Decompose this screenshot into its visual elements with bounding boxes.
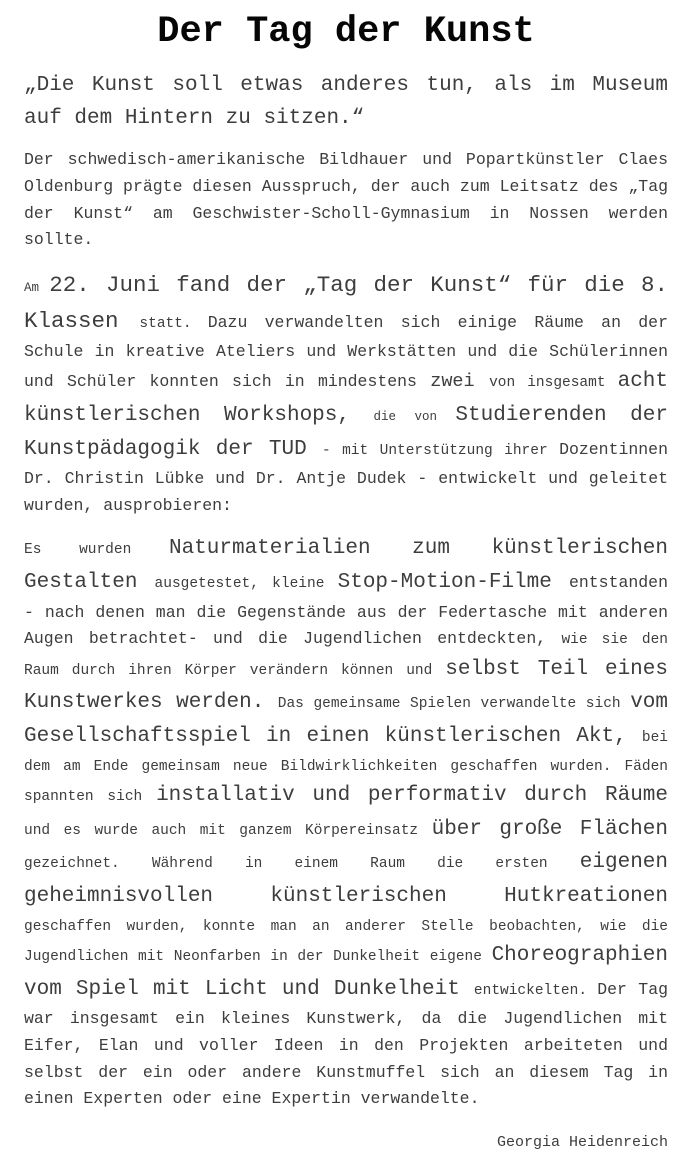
page-title: Der Tag der Kunst	[157, 11, 535, 53]
text-run: Fäden spannten sich	[24, 758, 668, 806]
text-run: 22. Juni fand der „Tag der Kunst“ für die 8. Klassen	[24, 271, 668, 334]
text-run: eigenen geheimnisvollen künstlerischen Hutkreationen	[24, 851, 668, 908]
text-run: Der schwedisch-amerikanische Bildhauer und Popartkünstler Claes Oldenburg prägte diesen Ausspruch, der auch zum Leitsatz des „Tag der Kunst“ am Geschwister-Scholl-Gymnasium in Nossen werden sollte.	[24, 150, 668, 250]
text-run: entstanden - nach denen man die Gegenstände aus der Federtasche mit anderen Augen betrachtet- und die Jugendlichen entdeckten,	[24, 573, 668, 649]
text-run: installativ und performativ durch Räume	[156, 784, 669, 808]
intro-quote: „Die Kunst soll etwas anderes tun, als im Museum auf dem Hintern zu sitzen.“	[24, 74, 668, 130]
text-run: - mit Unterstützung ihrer	[321, 442, 560, 459]
text-run: Studierenden der Kunstpädagogik der TUD	[24, 404, 668, 461]
paragraph-oldenburg	[24, 147, 668, 253]
paragraph-event-day	[24, 267, 668, 520]
text-run: zwei	[430, 371, 490, 393]
text-run: über große Flächen	[431, 817, 668, 841]
text-run: vom Gesellschaftsspiel in einen künstlerischen Akt,	[24, 691, 668, 748]
text-run: Choreographien vom Spiel mit Licht und Dunkelheit	[24, 944, 668, 1001]
paragraph-workshops	[24, 532, 668, 1112]
text-run: acht künstlerischen Workshops,	[24, 370, 669, 428]
text-run: Am	[24, 280, 50, 295]
text-run: von insgesamt	[489, 375, 618, 392]
text-run: und es wurde auch mit ganzem Körpereinsatz	[24, 822, 432, 839]
text-run: Es wurden	[24, 542, 169, 559]
text-run: bei dem am Ende gemeinsam neue Bildwirklichkeiten geschaffen wurden.	[24, 729, 668, 775]
text-run: die von	[373, 410, 456, 425]
text-run: Naturmaterialien zum künstlerischen Gestalten	[24, 537, 668, 595]
text-run: selbst Teil eines Kunstwerkes werden.	[24, 657, 668, 715]
author-signature: Georgia Heidenreich	[496, 1133, 668, 1151]
text-run: ausgetestet, kleine	[154, 576, 338, 593]
text-run: Der Tag war insgesamt ein kleines Kunstwerk, da die Jugendlichen mit Eifer, Elan und voller Ideen in den Projekten arbeiteten und selbst der ein oder andere Kunstmuffel sich an diesem Tag in einen Experten oder eine Expertin verwandelte.	[24, 979, 669, 1109]
text-run: Stop-Motion-Filme	[337, 571, 569, 595]
text-run: statt.	[139, 315, 208, 332]
text-run: entwickelten.	[473, 982, 598, 999]
text-run: Das gemeinsame Spielen verwandelte sich	[277, 696, 631, 713]
text-run: wie sie den Raum durch ihren Körper verändern können und	[24, 632, 669, 679]
text-run: Dozentinnen Dr. Christin Lübke und Dr. Antje Dudek - entwickelt und geleitet wurden, ausprobieren:	[24, 439, 668, 515]
text-run: geschaffen wurden, konnte man an anderer Stelle beobachten, wie die Jugendlichen mit Neonfarben in der Dunkelheit eigene	[24, 918, 668, 966]
text-run: gezeichnet. Während in einem Raum die ersten	[24, 856, 580, 873]
text-run: Dazu verwandelten sich einige Räume an der Schule in kreative Ateliers und Werkstätten und die Schülerinnen und Schüler konnten sich in mindestens	[24, 312, 668, 392]
